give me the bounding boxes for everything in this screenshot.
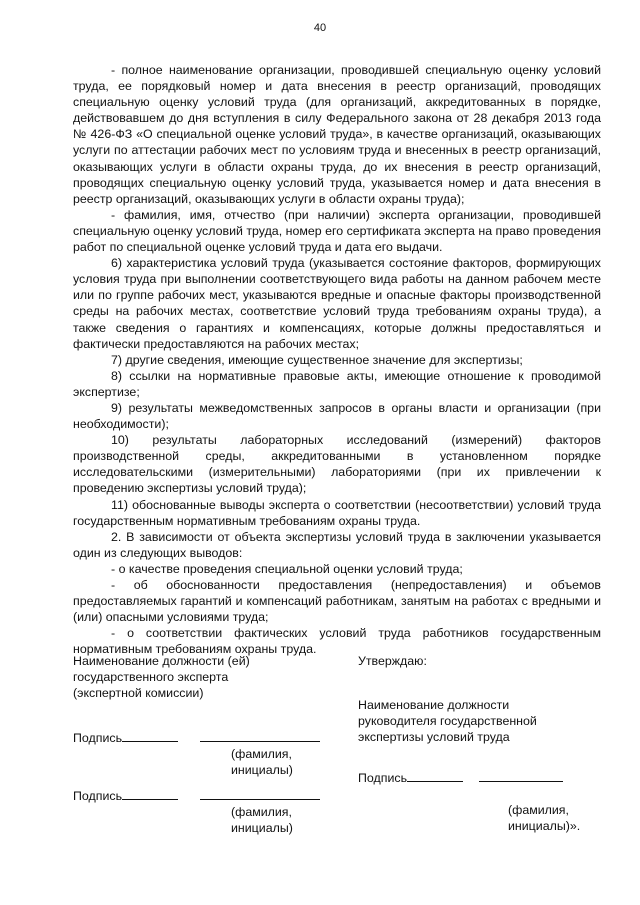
paragraph: - фамилия, имя, отчество (при наличии) эксперта организации, проводившей специальную оценку условий труда, номер его сертификата эксперта на право проведения работ по специальной оценке условий труда и дата его выдачи. [73, 207, 601, 255]
signature-row-3 [358, 770, 598, 786]
paragraph: - об обоснованности предоставления (непредоставления) и объемов предоставляемых гарантий и компенсаций работникам, занятым на работах с вредными и (или) опасными условиями труда; [73, 578, 601, 625]
paragraph: - о соответствии фактических условий труда работников государственным нормативным требованиям охраны труда. [73, 626, 601, 657]
expert-position-title [73, 653, 250, 701]
head-position-title [358, 697, 537, 745]
text-line: государственного эксперта [73, 670, 229, 685]
signature-line [122, 730, 178, 742]
paragraph: 8) ссылки на нормативные правовые акты, имеющие отношение к проводимой экспертизе; [73, 368, 601, 399]
approve-label: Утверждаю: [358, 654, 427, 668]
paragraph: 6) характеристика условий труда (указывается состояние факторов, формирующих условия труда при выполнении соответствующего вида работы на данном рабочем месте или по группе рабочих мест, указываются вредные и опасные факторы производственной среды на рабочих местах, соответствие условий труда требованиям охраны труда), а также сведения о гарантиях и компенсациях, которые должны предоставляться и фактически предоставляются на рабочих местах; [73, 256, 601, 351]
text-line: (экспертной комиссии) [73, 686, 204, 701]
page-number: 40 [313, 22, 327, 34]
text-line: Наименование должности [358, 698, 510, 712]
name-note: (фамилия, инициалы) [231, 805, 293, 836]
name-note: (фамилия, инициалы) [231, 747, 293, 778]
paragraph: 11) обоснованные выводы эксперта о соответствии (несоответствии) условий труда государственным нормативным требованиям охраны труда. [73, 497, 601, 528]
paragraph: - полное наименование организации, проводившей специальную оценку условий труда, ее порядковый номер и дата внесения в реестр организаций, проводящих специальную оценку условий труда (для организаций, аккредитованных в порядке, действовавшем до дня вступления в силу Федерального закона от 28 декабря 2013 года № 426-ФЗ «О специальной оценке условий труда», в качестве организаций, оказывающих услуги по аттестации рабочих мест по условиям труда и внесенных в реестр организаций, оказывающих услуги в области охраны труда, до их внесения в реестр организаций, проводящих специальную оценку условий труда, указывается номер и дата внесения в реестр организаций, оказывающих услуги в области охраны труда); [73, 63, 601, 206]
text-line: экспертизы условий труда [358, 730, 510, 745]
text-line: Наименование должности (ей) [73, 654, 250, 668]
name-line [200, 788, 320, 800]
paragraph: - о качестве проведения специальной оценки условий труда; [111, 561, 463, 576]
paragraph: 10) результаты лабораторных исследований (измерений) факторов производственной среды, аккредитованными в установленном порядке исследовательскими (измерительными) лабораториями (при их привлечении к проведению экспертизы условий труда); [73, 433, 601, 496]
signature-line [407, 770, 463, 782]
signature-line [122, 788, 178, 800]
name-line [479, 770, 563, 782]
paragraph: 2. В зависимости от объекта экспертизы условий труда в заключении указывается один из следующих выводов: [73, 529, 601, 560]
signature-label: Подпись [73, 789, 123, 803]
paragraph: 7) другие сведения, имеющие существенное значение для экспертизы; [111, 352, 523, 367]
signature-row-2 [73, 788, 333, 804]
signature-label: Подпись [358, 771, 408, 785]
signature-label: Подпись [73, 731, 123, 745]
document-body [73, 62, 601, 657]
name-line [200, 730, 320, 742]
name-note: (фамилия, инициалы)». [508, 803, 581, 834]
text-line: руководителя государственной [358, 714, 537, 729]
paragraph: 9) результаты межведомственных запросов в органы власти и организации (при необходимости); [73, 400, 601, 432]
signature-row-1 [73, 730, 333, 746]
